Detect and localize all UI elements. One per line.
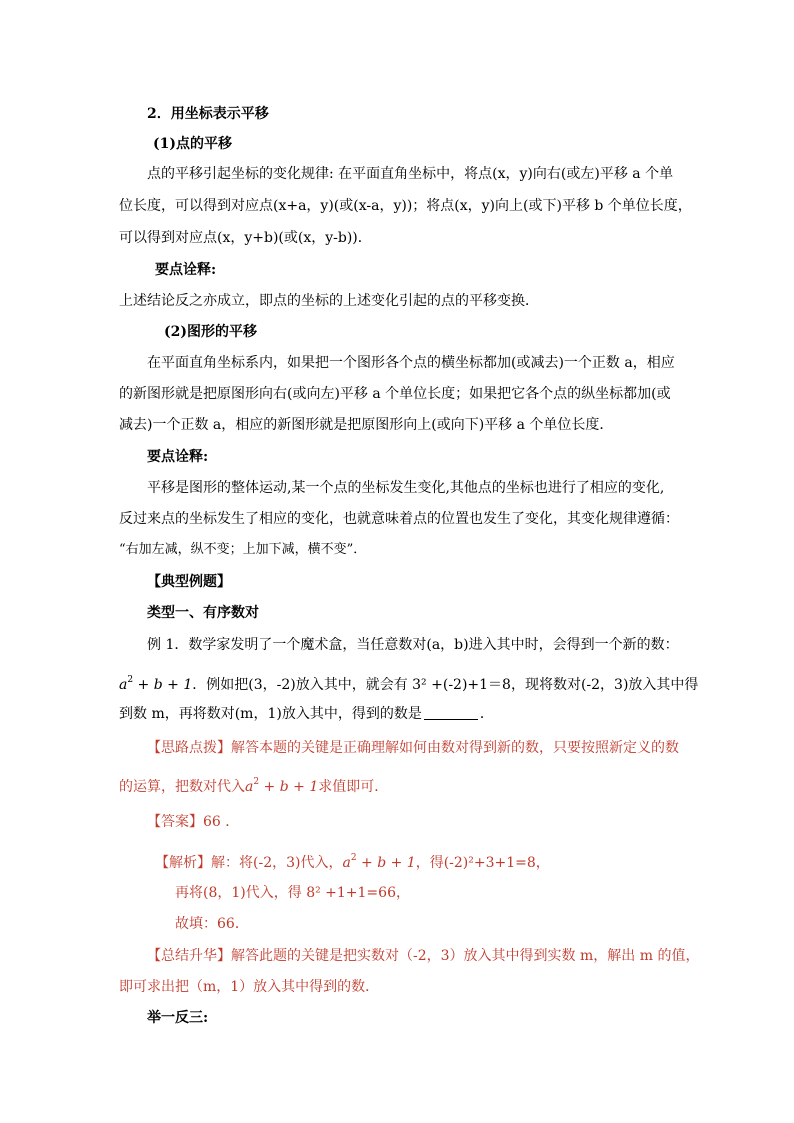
summary-label: 【总结升华】 (147, 948, 231, 964)
examples-heading: 【典型例题】 (147, 574, 231, 590)
hint-text-2-tail: 求值即可． (318, 779, 389, 795)
hint-label: 【思路点拨】 (147, 740, 231, 756)
key-point-text-2-line-3: “右加左减，纵不变；上加下减，横不变”． (119, 542, 367, 557)
paragraph-shape-translation-line-2: 的新图形就是把原图形向右(或向左)平移 a 个单位长度；如果把它各个点的纵坐标都加(或 (119, 386, 671, 402)
analysis-line-3: 故填：66． (175, 916, 249, 932)
formula-a2-b-1-analysis: $a^2 + b + 1$ (342, 853, 416, 871)
formula-a2-b-1-hint: $a^2 + b + 1$ (245, 777, 319, 795)
example-type-1: 类型一、有序数对 (147, 605, 259, 621)
hint-text-2: 的运算，把数对代入 (119, 779, 245, 795)
example-1-line-2-text: ．例如把(3，-2)放入其中，就会有 3² +(-2)+1＝8，现将数对(-2，3)放入其中得 (192, 677, 699, 693)
paragraph-point-translation-line-2: 位长度，可以得到对应点(x+a，y)(或(x-a，y))；将点(x，y)向上(或下)平移 b 个单位长度， (119, 198, 692, 214)
example-1-line-2 (119, 670, 698, 695)
hint-line-1 (147, 738, 679, 758)
subsection-shape-translation: (2)图形的平移 (164, 324, 257, 340)
paragraph-shape-translation-line-1: 在平面直角坐标系内，如果把一个图形各个点的横坐标都加(或减去)一个正数 a，相应 (147, 355, 675, 371)
key-point-text-1: 上述结论反之亦成立，即点的坐标的上述变化引起的点的平移变换． (119, 293, 539, 309)
analysis-line-1 (155, 848, 550, 873)
summary-line-1 (147, 946, 699, 966)
formula-a2-b-1: $a^2 + b + 1$ (119, 675, 193, 693)
paragraph-shape-translation-line-3: 减去)一个正数 a，相应的新图形就是把原图形向上(或向下)平移 a 个单位长度． (119, 417, 614, 433)
key-point-text-2-line-2: 反过来点的坐标发生了相应的变化，也就意味着点的位置也发生了变化，其变化规律遵循： (119, 511, 679, 527)
analysis-line-2: 再将(8，1)代入，得 8² +1+1=66， (175, 885, 410, 901)
example-1-line-3-text: 到数 m，再将数对(m，1)放入其中，得到的数是 (119, 706, 422, 722)
section-title: 2．用坐标表示平移 (147, 106, 269, 122)
hint-line-2 (119, 772, 388, 797)
summary-line-2: 即可求出把（m，1）放入其中得到的数． (119, 979, 380, 995)
subsection-point-translation: (1)点的平移 (153, 136, 232, 152)
analysis-text-1: 解：将(-2，3)代入， (211, 855, 343, 871)
summary-text-1: 解答此题的关键是把实数对（-2，3）放入其中得到实数 m，解出 m 的值， (231, 948, 700, 964)
answer-label: 【答案】 (147, 814, 203, 830)
analysis-label: 【解析】 (155, 855, 211, 871)
key-point-label-2: 要点诠释: (147, 449, 209, 465)
hint-text-1: 解答本题的关键是正确理解如何由数对得到新的数，只要按照新定义的数 (231, 740, 679, 756)
paragraph-point-translation-line-1: 点的平移引起坐标的变化规律: 在平面直角坐标中，将点(x，y)向右(或左)平移 a 个单 (147, 166, 674, 182)
analysis-text-1-tail: ，得(-2)²+3+1=8， (415, 855, 550, 871)
example-1-line-1: 例 1．数学家发明了一个魔术盒，当任意数对(a，b)进入其中时，会得到一个新的数： (147, 637, 679, 653)
key-point-label-1: 要点诠释: (155, 262, 217, 278)
answer-blank (424, 705, 478, 720)
example-1-line-3-tail: ． (479, 706, 494, 722)
answer-value: 66 ． (203, 814, 240, 830)
paragraph-point-translation-line-3: 可以得到对应点(x，y+b)(或(x，y-b))． (119, 230, 372, 246)
practice-heading: 举一反三: (147, 1010, 209, 1026)
example-1-line-3 (119, 704, 494, 724)
answer-line (147, 812, 239, 832)
key-point-text-2-line-1: 平移是图形的整体运动,某一个点的坐标发生变化,其他点的坐标也进行了相应的变化, (147, 480, 665, 496)
